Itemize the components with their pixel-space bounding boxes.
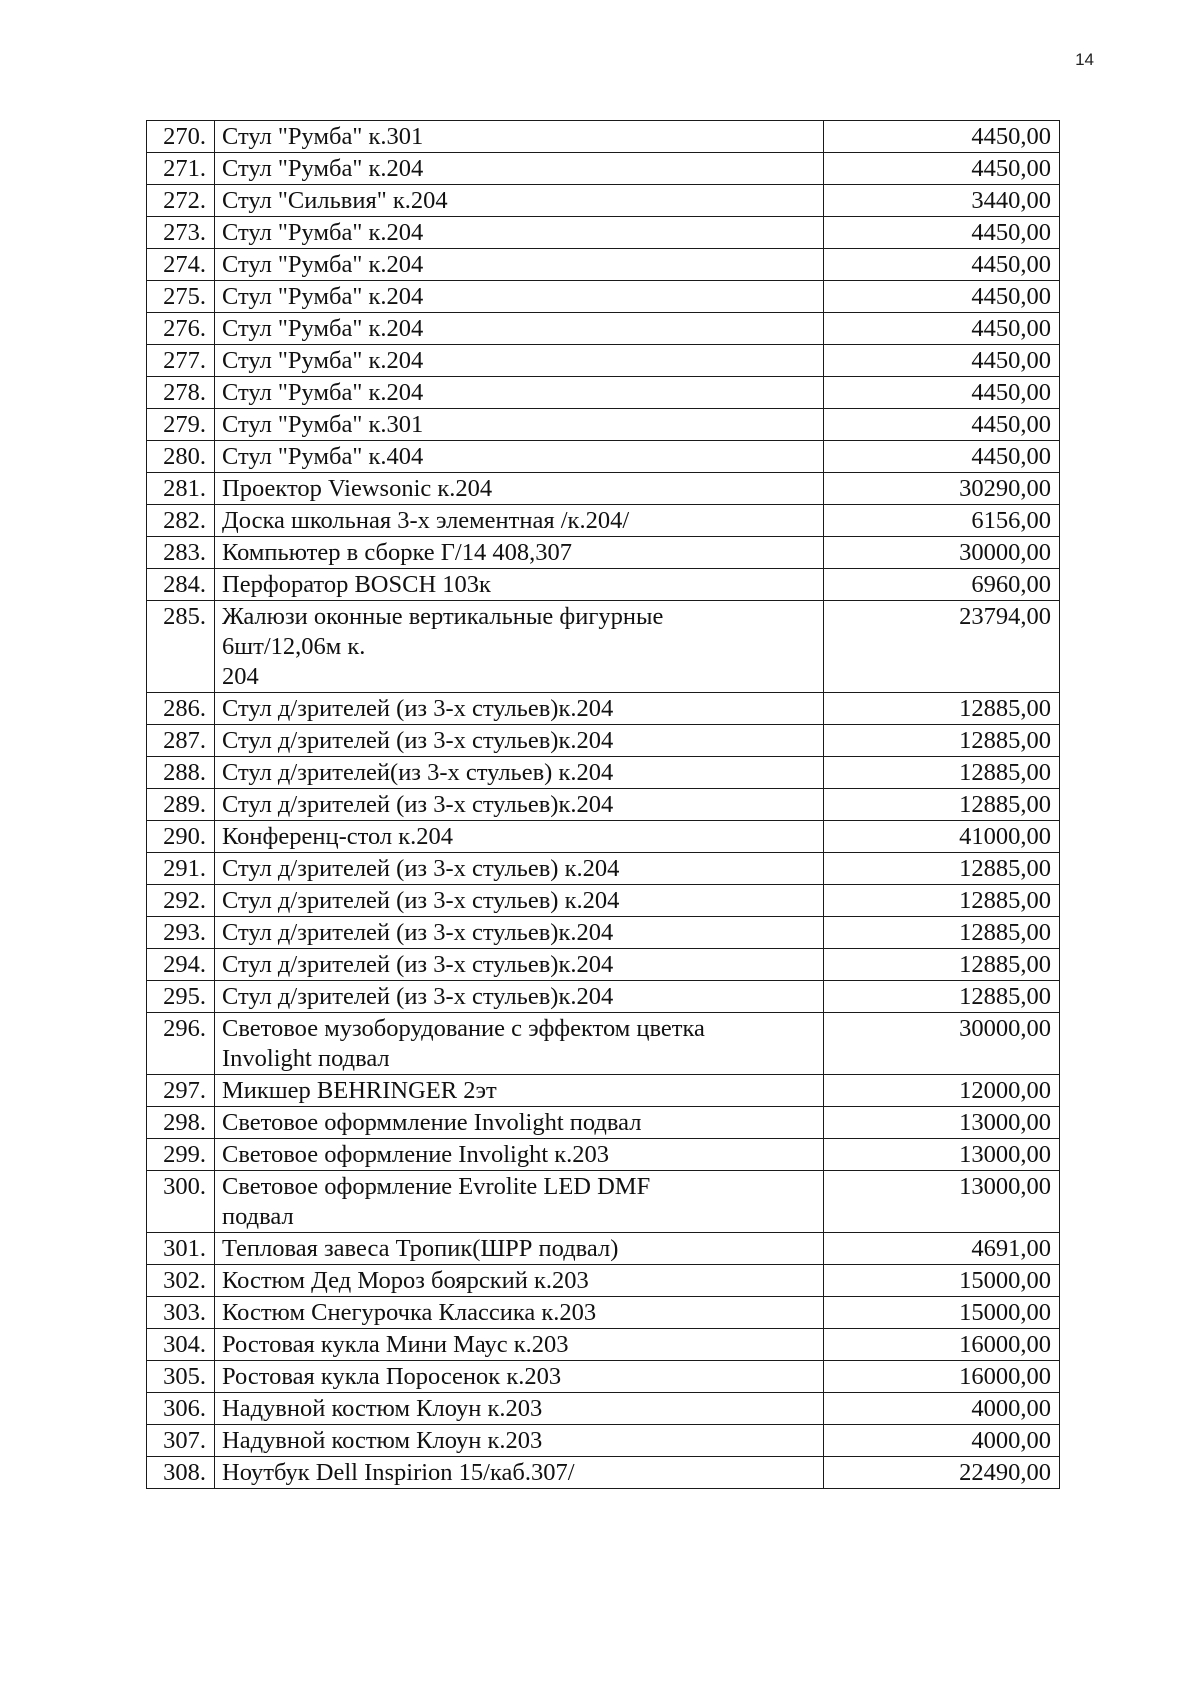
row-number-cell: 304. (147, 1329, 215, 1361)
item-name-cell: Конференц-стол к.204 (215, 821, 824, 853)
table-row (147, 949, 1060, 981)
item-name-cell: Тепловая завеса Тропик(ШРР подвал) (215, 1233, 824, 1265)
row-number-cell: 288. (147, 757, 215, 789)
table-row (147, 885, 1060, 917)
table-row (147, 249, 1060, 281)
table-row (147, 313, 1060, 345)
row-number-cell: 276. (147, 313, 215, 345)
item-name-cell: Костюм Снегурочка Классика к.203 (215, 1297, 824, 1329)
row-number-cell: 285. (147, 601, 215, 693)
row-number-cell: 295. (147, 981, 215, 1013)
row-number-cell: 307. (147, 1425, 215, 1457)
table-row (147, 981, 1060, 1013)
item-price-cell: 4450,00 (824, 313, 1060, 345)
item-price-cell: 12885,00 (824, 853, 1060, 885)
item-name-cell: Ростовая кукла Мини Маус к.203 (215, 1329, 824, 1361)
row-number-cell: 300. (147, 1171, 215, 1233)
row-number-cell: 292. (147, 885, 215, 917)
row-number-cell: 291. (147, 853, 215, 885)
table-row (147, 1329, 1060, 1361)
item-name-cell: Стул "Румба" к.301 (215, 409, 824, 441)
row-number-cell: 277. (147, 345, 215, 377)
item-price-cell: 12885,00 (824, 981, 1060, 1013)
table-row (147, 1393, 1060, 1425)
table-row (147, 1233, 1060, 1265)
table-row (147, 537, 1060, 569)
table-row (147, 601, 1060, 693)
item-price-cell: 4450,00 (824, 409, 1060, 441)
table-row (147, 1075, 1060, 1107)
item-name-cell: Стул "Румба" к.204 (215, 153, 824, 185)
page-number: 14 (1075, 50, 1094, 69)
item-name-cell: Стул "Румба" к.204 (215, 313, 824, 345)
table-row (147, 185, 1060, 217)
item-price-cell: 15000,00 (824, 1297, 1060, 1329)
inventory-table-body (147, 121, 1060, 1489)
item-name-cell: Стул д/зрителей (из 3-х стульев)к.204 (215, 981, 824, 1013)
row-number-cell: 280. (147, 441, 215, 473)
row-number-cell: 293. (147, 917, 215, 949)
table-row (147, 789, 1060, 821)
item-name-cell: Жалюзи оконные вертикальные фигурные 6шт/12,06м к. 204 (215, 601, 824, 693)
table-row (147, 757, 1060, 789)
item-name-cell: Проектор Viewsonic к.204 (215, 473, 824, 505)
table-row (147, 821, 1060, 853)
table-row (147, 281, 1060, 313)
item-price-cell: 4000,00 (824, 1425, 1060, 1457)
item-name-cell: Компьютер в сборке Г/14 408,307 (215, 537, 824, 569)
item-price-cell: 13000,00 (824, 1107, 1060, 1139)
table-row (147, 153, 1060, 185)
item-name-cell: Стул д/зрителей (из 3-х стульев) к.204 (215, 885, 824, 917)
item-price-cell: 6156,00 (824, 505, 1060, 537)
row-number-cell: 302. (147, 1265, 215, 1297)
item-name-cell: Стул д/зрителей (из 3-х стульев)к.204 (215, 693, 824, 725)
item-name-cell: Костюм Дед Мороз боярский к.203 (215, 1265, 824, 1297)
item-price-cell: 12885,00 (824, 693, 1060, 725)
item-name-cell: Световое оформление Involight к.203 (215, 1139, 824, 1171)
item-name-cell: Стул д/зрителей (из 3-х стульев)к.204 (215, 789, 824, 821)
item-price-cell: 30000,00 (824, 537, 1060, 569)
item-name-cell: Стул "Румба" к.204 (215, 377, 824, 409)
item-name-cell: Стул д/зрителей (из 3-х стульев)к.204 (215, 725, 824, 757)
item-name-cell: Стул "Румба" к.204 (215, 249, 824, 281)
table-row (147, 1457, 1060, 1489)
row-number-cell: 298. (147, 1107, 215, 1139)
table-row (147, 1013, 1060, 1075)
item-name-cell: Световое оформмление Involight подвал (215, 1107, 824, 1139)
row-number-cell: 296. (147, 1013, 215, 1075)
table-row (147, 693, 1060, 725)
row-number-cell: 289. (147, 789, 215, 821)
table-row (147, 505, 1060, 537)
item-price-cell: 4450,00 (824, 377, 1060, 409)
item-price-cell: 4450,00 (824, 249, 1060, 281)
item-price-cell: 16000,00 (824, 1361, 1060, 1393)
item-price-cell: 12885,00 (824, 725, 1060, 757)
item-name-cell: Надувной костюм Клоун к.203 (215, 1393, 824, 1425)
item-name-cell: Стул "Сильвия" к.204 (215, 185, 824, 217)
item-name-cell: Стул "Румба" к.204 (215, 281, 824, 313)
item-name-cell: Стул д/зрителей(из 3-х стульев) к.204 (215, 757, 824, 789)
item-name-cell: Стул "Румба" к.204 (215, 345, 824, 377)
item-price-cell: 12885,00 (824, 949, 1060, 981)
item-price-cell: 12885,00 (824, 757, 1060, 789)
item-price-cell: 22490,00 (824, 1457, 1060, 1489)
row-number-cell: 286. (147, 693, 215, 725)
row-number-cell: 306. (147, 1393, 215, 1425)
item-price-cell: 3440,00 (824, 185, 1060, 217)
row-number-cell: 301. (147, 1233, 215, 1265)
item-price-cell: 4450,00 (824, 281, 1060, 313)
row-number-cell: 294. (147, 949, 215, 981)
table-row (147, 1107, 1060, 1139)
table-row (147, 377, 1060, 409)
row-number-cell: 281. (147, 473, 215, 505)
item-name-cell: Световое оформление Evrolite LED DMF подвал (215, 1171, 824, 1233)
item-name-cell: Стул "Румба" к.204 (215, 217, 824, 249)
row-number-cell: 270. (147, 121, 215, 153)
item-price-cell: 4450,00 (824, 345, 1060, 377)
item-price-cell: 41000,00 (824, 821, 1060, 853)
item-name-cell: Ноутбук Dell Inspirion 15/каб.307/ (215, 1457, 824, 1489)
item-price-cell: 13000,00 (824, 1171, 1060, 1233)
row-number-cell: 287. (147, 725, 215, 757)
item-price-cell: 30290,00 (824, 473, 1060, 505)
table-row (147, 121, 1060, 153)
table-row (147, 217, 1060, 249)
row-number-cell: 283. (147, 537, 215, 569)
item-price-cell: 12885,00 (824, 917, 1060, 949)
item-price-cell: 13000,00 (824, 1139, 1060, 1171)
row-number-cell: 299. (147, 1139, 215, 1171)
row-number-cell: 274. (147, 249, 215, 281)
table-row (147, 1297, 1060, 1329)
item-name-cell: Стул д/зрителей (из 3-х стульев)к.204 (215, 917, 824, 949)
item-price-cell: 4000,00 (824, 1393, 1060, 1425)
item-name-cell: Стул д/зрителей (из 3-х стульев)к.204 (215, 949, 824, 981)
item-name-cell: Стул "Румба" к.404 (215, 441, 824, 473)
row-number-cell: 278. (147, 377, 215, 409)
item-name-cell: Световое музоборудование с эффектом цветка Involight подвал (215, 1013, 824, 1075)
item-name-cell: Надувной костюм Клоун к.203 (215, 1425, 824, 1457)
row-number-cell: 275. (147, 281, 215, 313)
row-number-cell: 303. (147, 1297, 215, 1329)
row-number-cell: 279. (147, 409, 215, 441)
item-price-cell: 4450,00 (824, 217, 1060, 249)
item-price-cell: 12885,00 (824, 885, 1060, 917)
row-number-cell: 272. (147, 185, 215, 217)
row-number-cell: 290. (147, 821, 215, 853)
table-row (147, 1425, 1060, 1457)
item-price-cell: 4691,00 (824, 1233, 1060, 1265)
table-row (147, 345, 1060, 377)
item-price-cell: 6960,00 (824, 569, 1060, 601)
table-row (147, 1265, 1060, 1297)
table-row (147, 441, 1060, 473)
item-price-cell: 4450,00 (824, 441, 1060, 473)
row-number-cell: 305. (147, 1361, 215, 1393)
item-name-cell: Ростовая кукла Поросенок к.203 (215, 1361, 824, 1393)
row-number-cell: 284. (147, 569, 215, 601)
table-row (147, 853, 1060, 885)
item-name-cell: Перфоратор BOSCH 103к (215, 569, 824, 601)
item-name-cell: Стул "Румба" к.301 (215, 121, 824, 153)
row-number-cell: 282. (147, 505, 215, 537)
inventory-table (146, 120, 1060, 1489)
item-name-cell: Доска школьная 3-х элементная /к.204/ (215, 505, 824, 537)
item-price-cell: 4450,00 (824, 153, 1060, 185)
table-row (147, 1361, 1060, 1393)
item-price-cell: 16000,00 (824, 1329, 1060, 1361)
table-row (147, 569, 1060, 601)
table-row (147, 1171, 1060, 1233)
item-price-cell: 30000,00 (824, 1013, 1060, 1075)
row-number-cell: 297. (147, 1075, 215, 1107)
item-name-cell: Стул д/зрителей (из 3-х стульев) к.204 (215, 853, 824, 885)
item-price-cell: 23794,00 (824, 601, 1060, 693)
row-number-cell: 271. (147, 153, 215, 185)
row-number-cell: 308. (147, 1457, 215, 1489)
item-price-cell: 4450,00 (824, 121, 1060, 153)
table-row (147, 473, 1060, 505)
table-row (147, 1139, 1060, 1171)
table-row (147, 917, 1060, 949)
row-number-cell: 273. (147, 217, 215, 249)
item-price-cell: 12885,00 (824, 789, 1060, 821)
table-row (147, 725, 1060, 757)
item-name-cell: Микшер BEHRINGER 2эт (215, 1075, 824, 1107)
table-row (147, 409, 1060, 441)
item-price-cell: 12000,00 (824, 1075, 1060, 1107)
item-price-cell: 15000,00 (824, 1265, 1060, 1297)
